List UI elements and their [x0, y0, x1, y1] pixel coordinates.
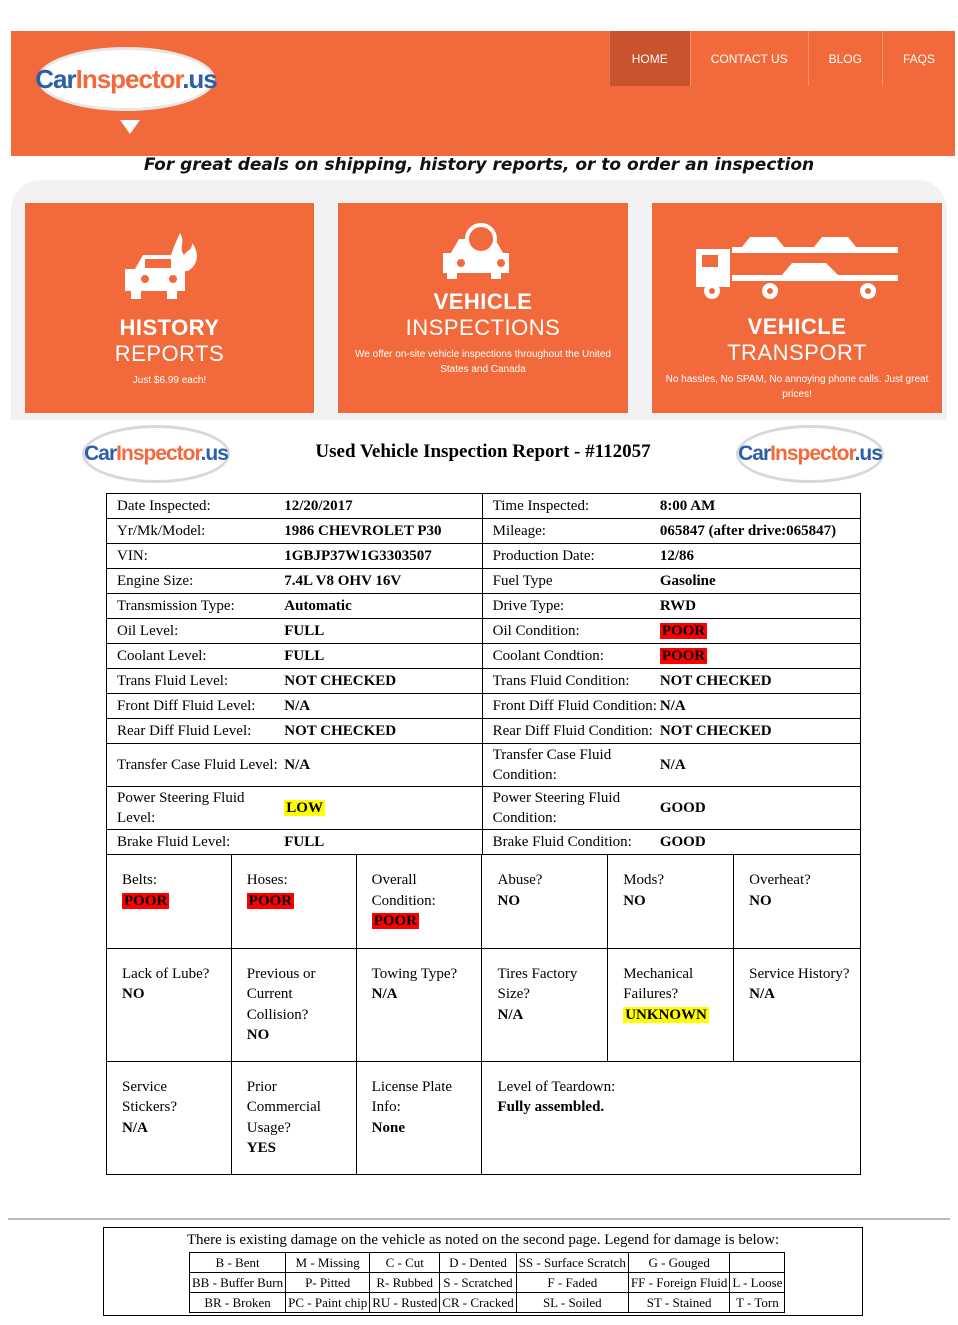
check-cell [482, 948, 608, 1061]
check-cell [107, 855, 232, 948]
main-nav [609, 31, 955, 86]
detail-label [482, 519, 660, 544]
detail-label-text: Date Inspected: [117, 498, 211, 514]
check-label: Overall Condition: [371, 872, 436, 909]
promo-banner [0, 0, 958, 420]
detail-value [660, 519, 861, 544]
check-value: NO [623, 892, 646, 909]
detail-label [482, 694, 660, 719]
detail-value-text: Gasoline [659, 573, 716, 589]
detail-value-text: Automatic [284, 598, 352, 614]
detail-label-text: Drive Type: [492, 598, 565, 614]
legend-note: There is existing damage on the vehicle as noted on the second page. Legend for damage is below: [186, 1232, 780, 1248]
detail-label-text: Brake Fluid Level: [117, 834, 231, 850]
legend-code: C - Cut [370, 1253, 440, 1273]
detail-label-text: Coolant Level: [117, 648, 207, 664]
detail-value [284, 644, 482, 669]
detail-row [107, 787, 861, 830]
check-label: Hoses: [246, 872, 288, 888]
legend-code: P- Pitted [286, 1273, 370, 1293]
section-divider [8, 1218, 950, 1220]
legend-code [730, 1253, 785, 1273]
detail-value-text: POOR [661, 648, 706, 664]
check-label: Belts: [122, 872, 158, 888]
check-value: POOR [373, 913, 417, 929]
check-value: NO [497, 892, 520, 909]
tile-2-title-2: INSPECTIONS [405, 315, 561, 340]
detail-value-text: FULL [284, 834, 325, 850]
detail-value [660, 719, 861, 744]
detail-label-text: Engine Size: [117, 573, 194, 589]
detail-value-text: GOOD [659, 800, 706, 816]
vehicle-details-table [106, 493, 861, 855]
check-label: Mods? [623, 872, 665, 888]
logo-car: Car [35, 63, 76, 94]
check-value: YES [246, 1140, 276, 1156]
legend-code: R- Rubbed [370, 1273, 440, 1293]
detail-value-text: FULL [284, 623, 325, 639]
detail-label [482, 669, 660, 694]
legend-code: PC - Paint chip [286, 1293, 370, 1313]
logo-car: Car [738, 442, 771, 465]
detail-value-text: NOT CHECKED [284, 723, 397, 739]
check-label: License Plate Info: [371, 1078, 453, 1115]
check-cell [231, 1061, 356, 1174]
check-label: Towing Type? [371, 965, 458, 982]
check-label: Mechanical Failures? [623, 965, 694, 1002]
detail-value-text: 1986 CHEVROLET P30 [284, 523, 442, 539]
check-label: Level of Teardown: [497, 1078, 616, 1095]
detail-label-text: Rear Diff Fluid Condition: [492, 723, 653, 739]
detail-label-text: Mileage: [492, 523, 546, 539]
detail-label-text: Power Steering Fluid Level: [117, 790, 245, 826]
detail-label [482, 494, 660, 519]
check-value: NO [122, 986, 145, 1002]
detail-label-text: Fuel Type [492, 573, 553, 589]
check-value: Fully assembled. [497, 1099, 605, 1115]
check-label: Tires Factory Size? [497, 965, 578, 1002]
detail-value [284, 619, 482, 644]
detail-value [284, 594, 482, 619]
legend-code: G - Gouged [628, 1253, 729, 1273]
detail-value-text: 1GBJP37W1G3303507 [284, 548, 432, 564]
check-value: NO [749, 892, 772, 909]
check-cell [231, 948, 356, 1061]
detail-row [107, 694, 861, 719]
detail-value [284, 544, 482, 569]
detail-label-text: Trans Fluid Level: [117, 673, 229, 689]
detail-label [107, 744, 285, 787]
nav-home[interactable]: HOME [609, 31, 690, 86]
tile-vehicle-transport[interactable] [652, 203, 942, 413]
check-label: Lack of Lube? [122, 965, 210, 982]
car-carrier-truck-icon [652, 203, 942, 314]
check-cell [107, 948, 232, 1061]
detail-row [107, 594, 861, 619]
detail-value [284, 519, 482, 544]
logo-us: .us [854, 442, 882, 465]
legend-row [190, 1253, 785, 1273]
detail-value-text: 065847 (after drive:065847) [659, 523, 837, 539]
detail-value [660, 544, 861, 569]
detail-label [107, 830, 285, 855]
check-row [107, 1061, 861, 1174]
detail-value [660, 787, 861, 830]
detail-row [107, 669, 861, 694]
detail-label [482, 830, 660, 855]
detail-value [660, 694, 861, 719]
tile-2-title-1: VEHICLE [433, 289, 533, 314]
logo-car: Car [84, 442, 117, 465]
detail-row [107, 569, 861, 594]
detail-label-text: Coolant Condtion: [492, 648, 604, 664]
detail-row [107, 830, 861, 855]
check-label: Previous or Current Collision? [246, 965, 316, 1023]
detail-value [660, 830, 861, 855]
detail-row [107, 544, 861, 569]
detail-value-text: N/A [659, 757, 686, 773]
detail-label-text: Production Date: [492, 548, 595, 564]
check-cell [482, 1061, 861, 1174]
check-label: Service Stickers? [122, 1078, 177, 1115]
detail-label [107, 544, 285, 569]
detail-label [107, 719, 285, 744]
detail-value-text: 12/86 [659, 548, 694, 564]
detail-value [284, 787, 482, 830]
tile-2-desc: We offer on-site vehicle inspections throughout the United States and Canada [355, 349, 611, 375]
legend-code: BR - Broken [190, 1293, 286, 1313]
legend-row [190, 1293, 785, 1313]
check-value: POOR [248, 892, 293, 909]
detail-value-text: NOT CHECKED [659, 723, 772, 739]
detail-value-text: RWD [659, 598, 696, 614]
detail-value-text: FULL [284, 648, 325, 664]
logo-inspector: Inspector [770, 442, 855, 465]
tile-1-title-1: HISTORY [119, 315, 220, 340]
detail-value [660, 744, 861, 787]
legend-code: SL - Soiled [516, 1293, 628, 1313]
tile-1-title-2: REPORTS [114, 341, 225, 366]
detail-row [107, 644, 861, 669]
detail-value [660, 494, 861, 519]
detail-label-text: Transfer Case Fluid Level: [117, 757, 278, 773]
detail-label-text: Yr/Mk/Model: [117, 523, 206, 539]
detail-value [284, 744, 482, 787]
check-cell [107, 1061, 232, 1174]
check-value: NO [246, 1027, 270, 1043]
detail-label [107, 569, 285, 594]
detail-label [107, 694, 285, 719]
check-value: N/A [371, 986, 398, 1002]
detail-row [107, 519, 861, 544]
detail-row [107, 719, 861, 744]
check-cell [734, 855, 861, 948]
legend-code: CR - Cracked [440, 1293, 516, 1313]
tile-3-title-2: TRANSPORT [727, 340, 867, 365]
legend-code: L - Loose [730, 1273, 785, 1293]
legend-table [189, 1252, 785, 1313]
detail-label [107, 619, 285, 644]
check-cell [356, 1061, 482, 1174]
nav-faqs[interactable]: FAQS [882, 31, 955, 86]
detail-label [482, 787, 660, 830]
tile-vehicle-inspections[interactable] [338, 203, 628, 413]
check-label: Overheat? [749, 872, 811, 888]
condition-checks-table [106, 855, 861, 1175]
damage-legend [103, 1227, 863, 1316]
tile-3-title-1: VEHICLE [747, 314, 847, 339]
legend-row [190, 1273, 785, 1293]
detail-value-text: GOOD [659, 834, 706, 850]
detail-label [107, 594, 285, 619]
detail-label [482, 619, 660, 644]
legend-code: B - Bent [190, 1253, 286, 1273]
detail-label [107, 787, 285, 830]
detail-label [482, 594, 660, 619]
detail-label-text: Front Diff Fluid Level: [117, 698, 256, 714]
detail-label-text: Power Steering Fluid Condition: [492, 790, 621, 826]
detail-label [482, 644, 660, 669]
detail-value-text: N/A [284, 698, 311, 714]
detail-value [284, 830, 482, 855]
check-cell [608, 855, 734, 948]
detail-value-text: NOT CHECKED [284, 673, 397, 689]
tile-3-desc: No hassles, No SPAM, No annoying phone calls. Just great prices! [665, 374, 929, 400]
detail-row [107, 494, 861, 519]
detail-label-text: Front Diff Fluid Condition: [492, 698, 657, 714]
car-magnifier-icon [338, 203, 628, 289]
detail-label-text: Oil Condition: [492, 623, 580, 639]
legend-code: SS - Surface Scratch [516, 1253, 628, 1273]
tile-history-reports[interactable] [25, 203, 314, 413]
check-cell [608, 948, 734, 1061]
legend-code: D - Dented [440, 1253, 516, 1273]
report-logo-left [82, 425, 230, 483]
detail-label [482, 744, 660, 787]
detail-value-text: LOW [286, 800, 323, 816]
detail-value-text: N/A [659, 698, 686, 714]
check-cell [231, 855, 356, 948]
detail-label [107, 519, 285, 544]
check-value: N/A [122, 1119, 148, 1136]
check-cell [734, 948, 861, 1061]
detail-value-text: N/A [284, 757, 311, 773]
check-row [107, 855, 861, 948]
check-label: Service History? [749, 965, 850, 982]
detail-label-text: Rear Diff Fluid Level: [117, 723, 252, 739]
check-value: POOR [124, 892, 168, 909]
detail-value-text: 7.4L V8 OHV 16V [284, 573, 402, 589]
detail-label [482, 544, 660, 569]
detail-value-text: 8:00 AM [659, 498, 716, 514]
check-row [107, 948, 861, 1061]
logo-inspector: Inspector [116, 442, 201, 465]
legend-code: ST - Stained [628, 1293, 729, 1313]
legend-code: M - Missing [286, 1253, 370, 1273]
detail-value [284, 669, 482, 694]
site-header [11, 31, 955, 156]
nav-contact-us[interactable]: CONTACT US [690, 31, 808, 86]
check-value: None [371, 1119, 405, 1136]
detail-label-text: Transfer Case Fluid Condition: [492, 747, 612, 783]
detail-label [482, 569, 660, 594]
detail-label [107, 494, 285, 519]
detail-label-text: Time Inspected: [492, 498, 590, 514]
detail-value-text: 12/20/2017 [284, 498, 353, 514]
detail-value [284, 569, 482, 594]
detail-label-text: Transmission Type: [117, 598, 235, 614]
check-label: Prior Commercial Usage? [246, 1078, 321, 1136]
logo-inspector: Inspector [75, 63, 183, 94]
detail-row [107, 744, 861, 787]
detail-label [482, 719, 660, 744]
detail-value [284, 694, 482, 719]
burning-car-icon [25, 203, 314, 315]
detail-value [284, 719, 482, 744]
detail-value [660, 569, 861, 594]
report-logo-right [736, 425, 884, 483]
report-title: Used Vehicle Inspection Report - #112057 [315, 441, 651, 462]
detail-value-text: NOT CHECKED [659, 673, 772, 689]
logo-us: .us [200, 442, 228, 465]
check-value: UNKNOWN [625, 1006, 707, 1023]
legend-code: T - Torn [730, 1293, 785, 1313]
detail-label [107, 669, 285, 694]
nav-blog[interactable]: BLOG [808, 31, 882, 86]
check-cell [482, 855, 608, 948]
legend-code: FF - Foreign Fluid [628, 1273, 729, 1293]
detail-label-text: VIN: [117, 548, 148, 564]
check-value: N/A [749, 986, 775, 1002]
site-logo[interactable] [37, 47, 215, 111]
logo-us: .us [182, 63, 217, 94]
detail-label [107, 644, 285, 669]
detail-label-text: Trans Fluid Condition: [492, 673, 630, 689]
detail-value-text: POOR [661, 623, 706, 639]
detail-value [660, 644, 861, 669]
check-label: Abuse? [497, 872, 543, 888]
promo-line-1: For great deals on shipping, history reports, or to order an inspection [143, 155, 815, 175]
detail-label-text: Oil Level: [117, 623, 179, 639]
legend-code: BB - Buffer Burn [190, 1273, 286, 1293]
detail-value [284, 494, 482, 519]
detail-label-text: Brake Fluid Condition: [492, 834, 632, 850]
check-value: N/A [497, 1006, 524, 1023]
legend-code: S - Scratched [440, 1273, 516, 1293]
legend-code: F - Faded [516, 1273, 628, 1293]
check-cell [356, 948, 482, 1061]
detail-value [660, 594, 861, 619]
detail-value [660, 669, 861, 694]
check-cell [356, 855, 482, 948]
legend-code: RU - Rusted [370, 1293, 440, 1313]
tile-1-desc: Just $6.99 each! [132, 375, 207, 386]
detail-row [107, 619, 861, 644]
detail-value [660, 619, 861, 644]
